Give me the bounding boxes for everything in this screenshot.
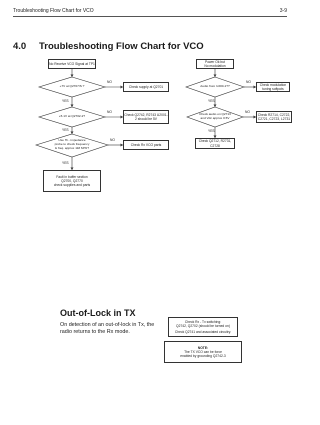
yes-label-r1: YES (208, 99, 215, 103)
no-label-r2: NO (245, 110, 250, 114)
check-q2742-box: Check Q2742, R2743 U2001-2 should be 5V (123, 110, 169, 124)
out-of-lock-heading: Out-of-Lock in TX (60, 308, 136, 318)
decision-1-text: +7V at Q2707/S ? (59, 84, 85, 88)
page-number: 3-9 (279, 8, 287, 14)
decision-2-text: +5.1V at Q2702-2? (58, 114, 86, 118)
note-title: NOTE: (197, 345, 209, 350)
no-label-1: NO (107, 80, 112, 84)
yes-label-1: YES (62, 99, 69, 103)
start-box: No Receive VCO Signal at TP1 (48, 59, 96, 69)
out-of-lock-description: On detection of an out-of-lock in Tx, the radio returns to the Rx mode. (60, 322, 155, 335)
check-modulation-box: Check modulation tuning softpots (256, 82, 290, 92)
check-rx-tx-switching-box: Check Rx - Tx switching: Q2742, Q2702 (should be turned on) Check Q2741 and associated circuitry. (168, 317, 238, 337)
no-label-2: NO (107, 110, 112, 114)
check-supply-box: Check supply at Q2701 (123, 82, 169, 92)
decision-r1-text: Audio from U200-1?? (200, 84, 230, 88)
fault-buffer-box: Fault in buffer section Q2700, Q2770 check supplies and parts (43, 170, 101, 192)
power-ok-box: Power Ok but No modulation (196, 59, 234, 69)
header-title: Troubleshooting Flow Chart for VCO (13, 8, 94, 14)
no-label-r1: NO (246, 80, 251, 84)
no-label-3: NO (110, 138, 115, 142)
decision-r2-text: Check audio on Q2713 and Vdc approx 0.5V (199, 112, 231, 120)
section-title: Troubleshooting Flow Chart for VCO (39, 41, 204, 52)
section-number: 4.0 (13, 41, 27, 52)
note-body: The TX VCO can be force enabled by grounding Q2742-3 (180, 349, 226, 359)
check-rx-vco-box: Check Rx VCO parts (123, 140, 169, 150)
decision-3-text: Use Hi - impedance probe to check frequency & freq. approx 118 MHz? (54, 138, 90, 150)
yes-label-2: YES (62, 128, 69, 132)
check-r2714-box: Check R2714, C2722, C2721, C2723, L2731 (257, 112, 291, 121)
note-box (164, 341, 242, 363)
check-q2712-box: Check Q2712, R2731, C2728 (195, 138, 235, 149)
yes-label-3: YES (62, 161, 69, 165)
yes-label-r2: YES (208, 129, 215, 133)
